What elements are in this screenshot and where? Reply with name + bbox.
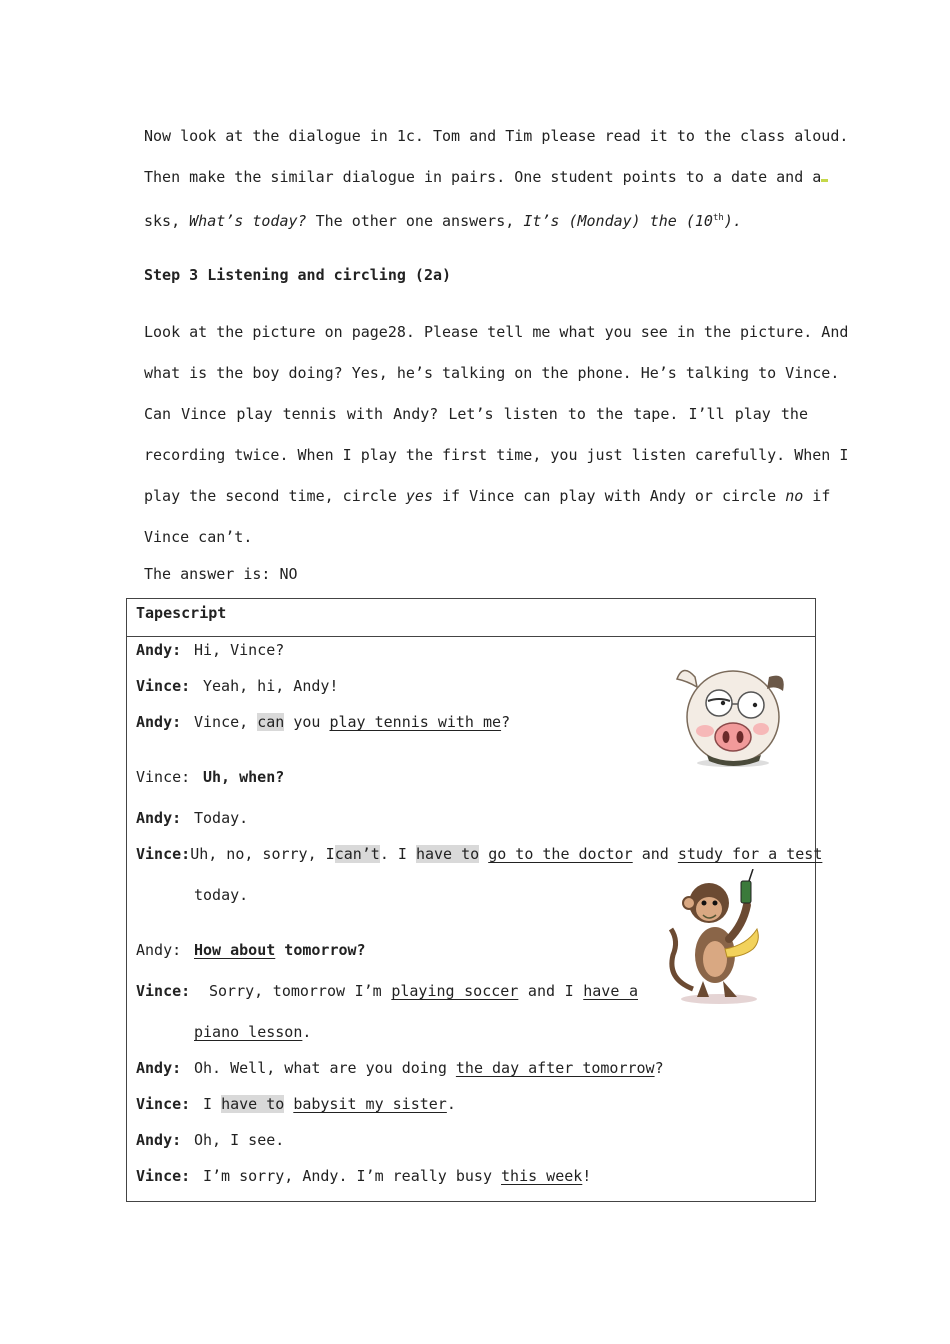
- pig-cartoon-icon: [675, 659, 787, 769]
- intro-line-1: Now look at the dialogue in 1c. Tom and Tim please read it to the class aloud.: [144, 127, 849, 145]
- dialogue-line: Vince: Uh, when?: [136, 768, 285, 786]
- tapescript-caption: Tapescript: [136, 604, 227, 622]
- listen-line-1: Look at the picture on page28. Please tell me what you see in the picture. And: [144, 323, 849, 341]
- dialogue-line: Andy: Oh. Well, what are you doing the day after tomorrow?: [136, 1059, 664, 1077]
- comment-marker-icon: [821, 179, 828, 182]
- dialogue-line: Vince: Yeah, hi, Andy!: [136, 677, 339, 695]
- dialogue-line: Andy: How about tomorrow?: [136, 941, 366, 959]
- intro-line-2: Then make the similar dialogue in pairs. One student points to a date and a: [144, 157, 808, 198]
- dialogue-line: Andy: Today.: [136, 809, 249, 827]
- dialogue-line: Vince: I’m sorry, Andy. I’m really busy this week!: [136, 1167, 592, 1185]
- dialogue-line: Andy: Oh, I see.: [136, 1131, 285, 1149]
- listen-line-3: Can Vince play tennis with Andy? Let’s listen to the tape. I’ll play the: [144, 405, 808, 423]
- listen-line-4: recording twice. When I play the first time, you just listen carefully. When I: [144, 446, 849, 464]
- dialogue-line: Andy: Vince, can you play tennis with me?: [136, 713, 511, 731]
- tapescript-table: [126, 598, 823, 1202]
- answer-line: The answer is: NO: [144, 565, 298, 583]
- intro-paragraph: [144, 116, 849, 242]
- monkey-with-phone-icon: [663, 869, 773, 1007]
- listen-line-6: Vince can’t.: [144, 528, 253, 546]
- dialogue-line: Vince: Uh, no, sorry, I can’t. I have to go to the doctor and study for a test: [136, 845, 823, 863]
- listening-paragraph: [144, 312, 849, 558]
- step3-heading: Step 3 Listening and circling (2a): [144, 266, 452, 284]
- listen-line-2: what is the boy doing? Yes, he’s talking on the phone. He’s talking to Vince.: [144, 364, 840, 382]
- dialogue-line: Vince: Sorry, tomorrow I’m playing soccer and I have a: [136, 982, 639, 1000]
- tapescript-body-cell: [127, 637, 823, 1202]
- listen-line-5: play the second time, circle yes if Vince can play with Andy or circle no if: [144, 487, 831, 505]
- dialogue-line-continued: today.: [194, 886, 249, 904]
- intro-line-3: sks, What’s today? The other one answers, It’s (Monday) the (10th).: [144, 212, 742, 230]
- dialogue-line: Vince: I have to babysit my sister.: [136, 1095, 456, 1113]
- tapescript-caption-cell: [127, 599, 816, 637]
- dialogue-line-continued: piano lesson.: [194, 1023, 312, 1041]
- dialogue-line: Andy: Hi, Vince?: [136, 641, 285, 659]
